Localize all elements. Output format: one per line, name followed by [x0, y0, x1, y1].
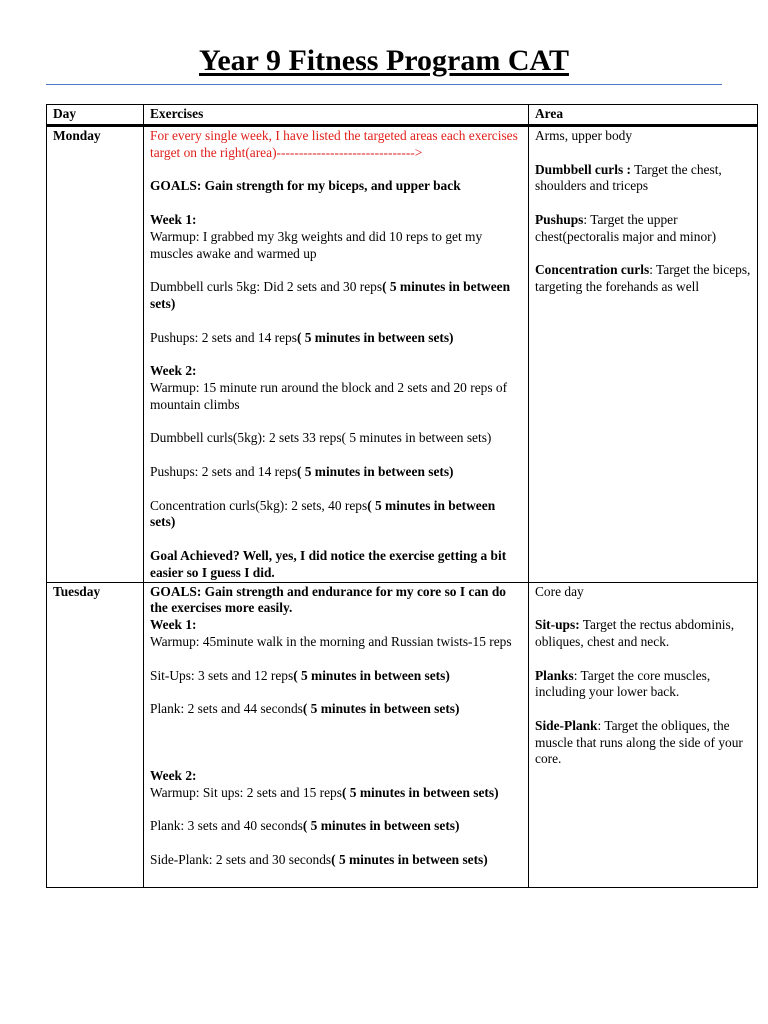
- page-title: Year 9 Fitness Program CAT: [199, 44, 569, 77]
- intro-note: For every single week, I have listed the targeted areas each exercises target on the right(area)------------------------------->: [150, 128, 518, 160]
- table-row-tuesday: [47, 582, 758, 887]
- tuesday-week1-plank: Plank: 2 sets and 44 seconds( 5 minutes in between sets): [150, 701, 460, 717]
- monday-week1-title: Week 1:: [150, 211, 197, 227]
- tuesday-week1-warmup: Warmup: 45minute walk in the morning and Russian twists-15 reps: [150, 633, 512, 649]
- exercises-monday: [144, 126, 529, 583]
- exercises-tuesday: [144, 582, 529, 887]
- monday-goals: GOALS: Gain strength for my biceps, and upper back: [150, 178, 461, 194]
- fitness-table: [46, 104, 758, 888]
- tuesday-goals: GOALS: Gain strength and endurance for my core so I can do the exercises more easily.: [150, 583, 506, 616]
- tuesday-area-intro: Core day: [535, 583, 584, 599]
- monday-week2-curls: Dumbbell curls(5kg): 2 sets 33 reps( 5 minutes in between sets): [150, 430, 492, 446]
- monday-week2-title: Week 2:: [150, 363, 197, 379]
- tuesday-week2-plank: Plank: 3 sets and 40 seconds( 5 minutes in between sets): [150, 818, 460, 834]
- tuesday-week1-title: Week 1:: [150, 617, 197, 633]
- monday-goal-achieved: Goal Achieved? Well, yes, I did notice the exercise getting a bit easier so I guess I did.: [150, 547, 507, 580]
- tuesday-week2-warmup: Warmup: Sit ups: 2 sets and 15 reps( 5 minutes in between sets): [150, 784, 499, 800]
- monday-week2-warmup: Warmup: 15 minute run around the block and 2 sets and 20 reps of mountain climbs: [150, 379, 508, 412]
- monday-area-concentration: Concentration curls: Target the biceps, targeting the forehands as well: [535, 262, 751, 295]
- tuesday-area-situps: Sit-ups: Target the rectus abdominis, obliques, chest and neck.: [535, 617, 735, 649]
- monday-area-intro: Arms, upper body: [535, 128, 633, 143]
- monday-week1-pushups: Pushups: 2 sets and 14 reps( 5 minutes in between sets): [150, 329, 454, 345]
- day-tuesday: Tuesday: [47, 582, 144, 887]
- header-area: Area: [529, 105, 758, 126]
- day-monday: Monday: [47, 126, 144, 583]
- monday-week2-pushups: Pushups: 2 sets and 14 reps( 5 minutes in between sets): [150, 463, 454, 479]
- area-tuesday: [529, 582, 758, 887]
- header-exercises: Exercises: [144, 105, 529, 126]
- table-row-monday: [47, 126, 758, 583]
- tuesday-area-planks: Planks: Target the core muscles, including your lower back.: [535, 667, 711, 700]
- title-divider: [46, 84, 722, 85]
- area-monday: [529, 126, 758, 583]
- tuesday-area-side-plank: Side-Plank: Target the obliques, the muscle that runs along the side of your core.: [535, 717, 743, 767]
- monday-area-curls: Dumbbell curls : Target the chest, shoulders and triceps: [535, 161, 722, 194]
- header-day: Day: [47, 105, 144, 126]
- tuesday-week1-situps: Sit-Ups: 3 sets and 12 reps( 5 minutes in between sets): [150, 667, 450, 683]
- monday-area-pushups: Pushups: Target the upper chest(pectoralis major and minor): [535, 211, 717, 244]
- table-header-row: [47, 105, 758, 126]
- monday-week1-warmup: Warmup: I grabbed my 3kg weights and did 10 reps to get my muscles awake and warmed up: [150, 228, 483, 261]
- monday-week2-concentration: Concentration curls(5kg): 2 sets, 40 reps( 5 minutes in between sets): [150, 497, 496, 530]
- tuesday-week2-title: Week 2:: [150, 767, 197, 783]
- monday-week1-curls: Dumbbell curls 5kg: Did 2 sets and 30 reps( 5 minutes in between sets): [150, 279, 511, 311]
- tuesday-week2-side-plank: Side-Plank: 2 sets and 30 seconds( 5 minutes in between sets): [150, 851, 488, 867]
